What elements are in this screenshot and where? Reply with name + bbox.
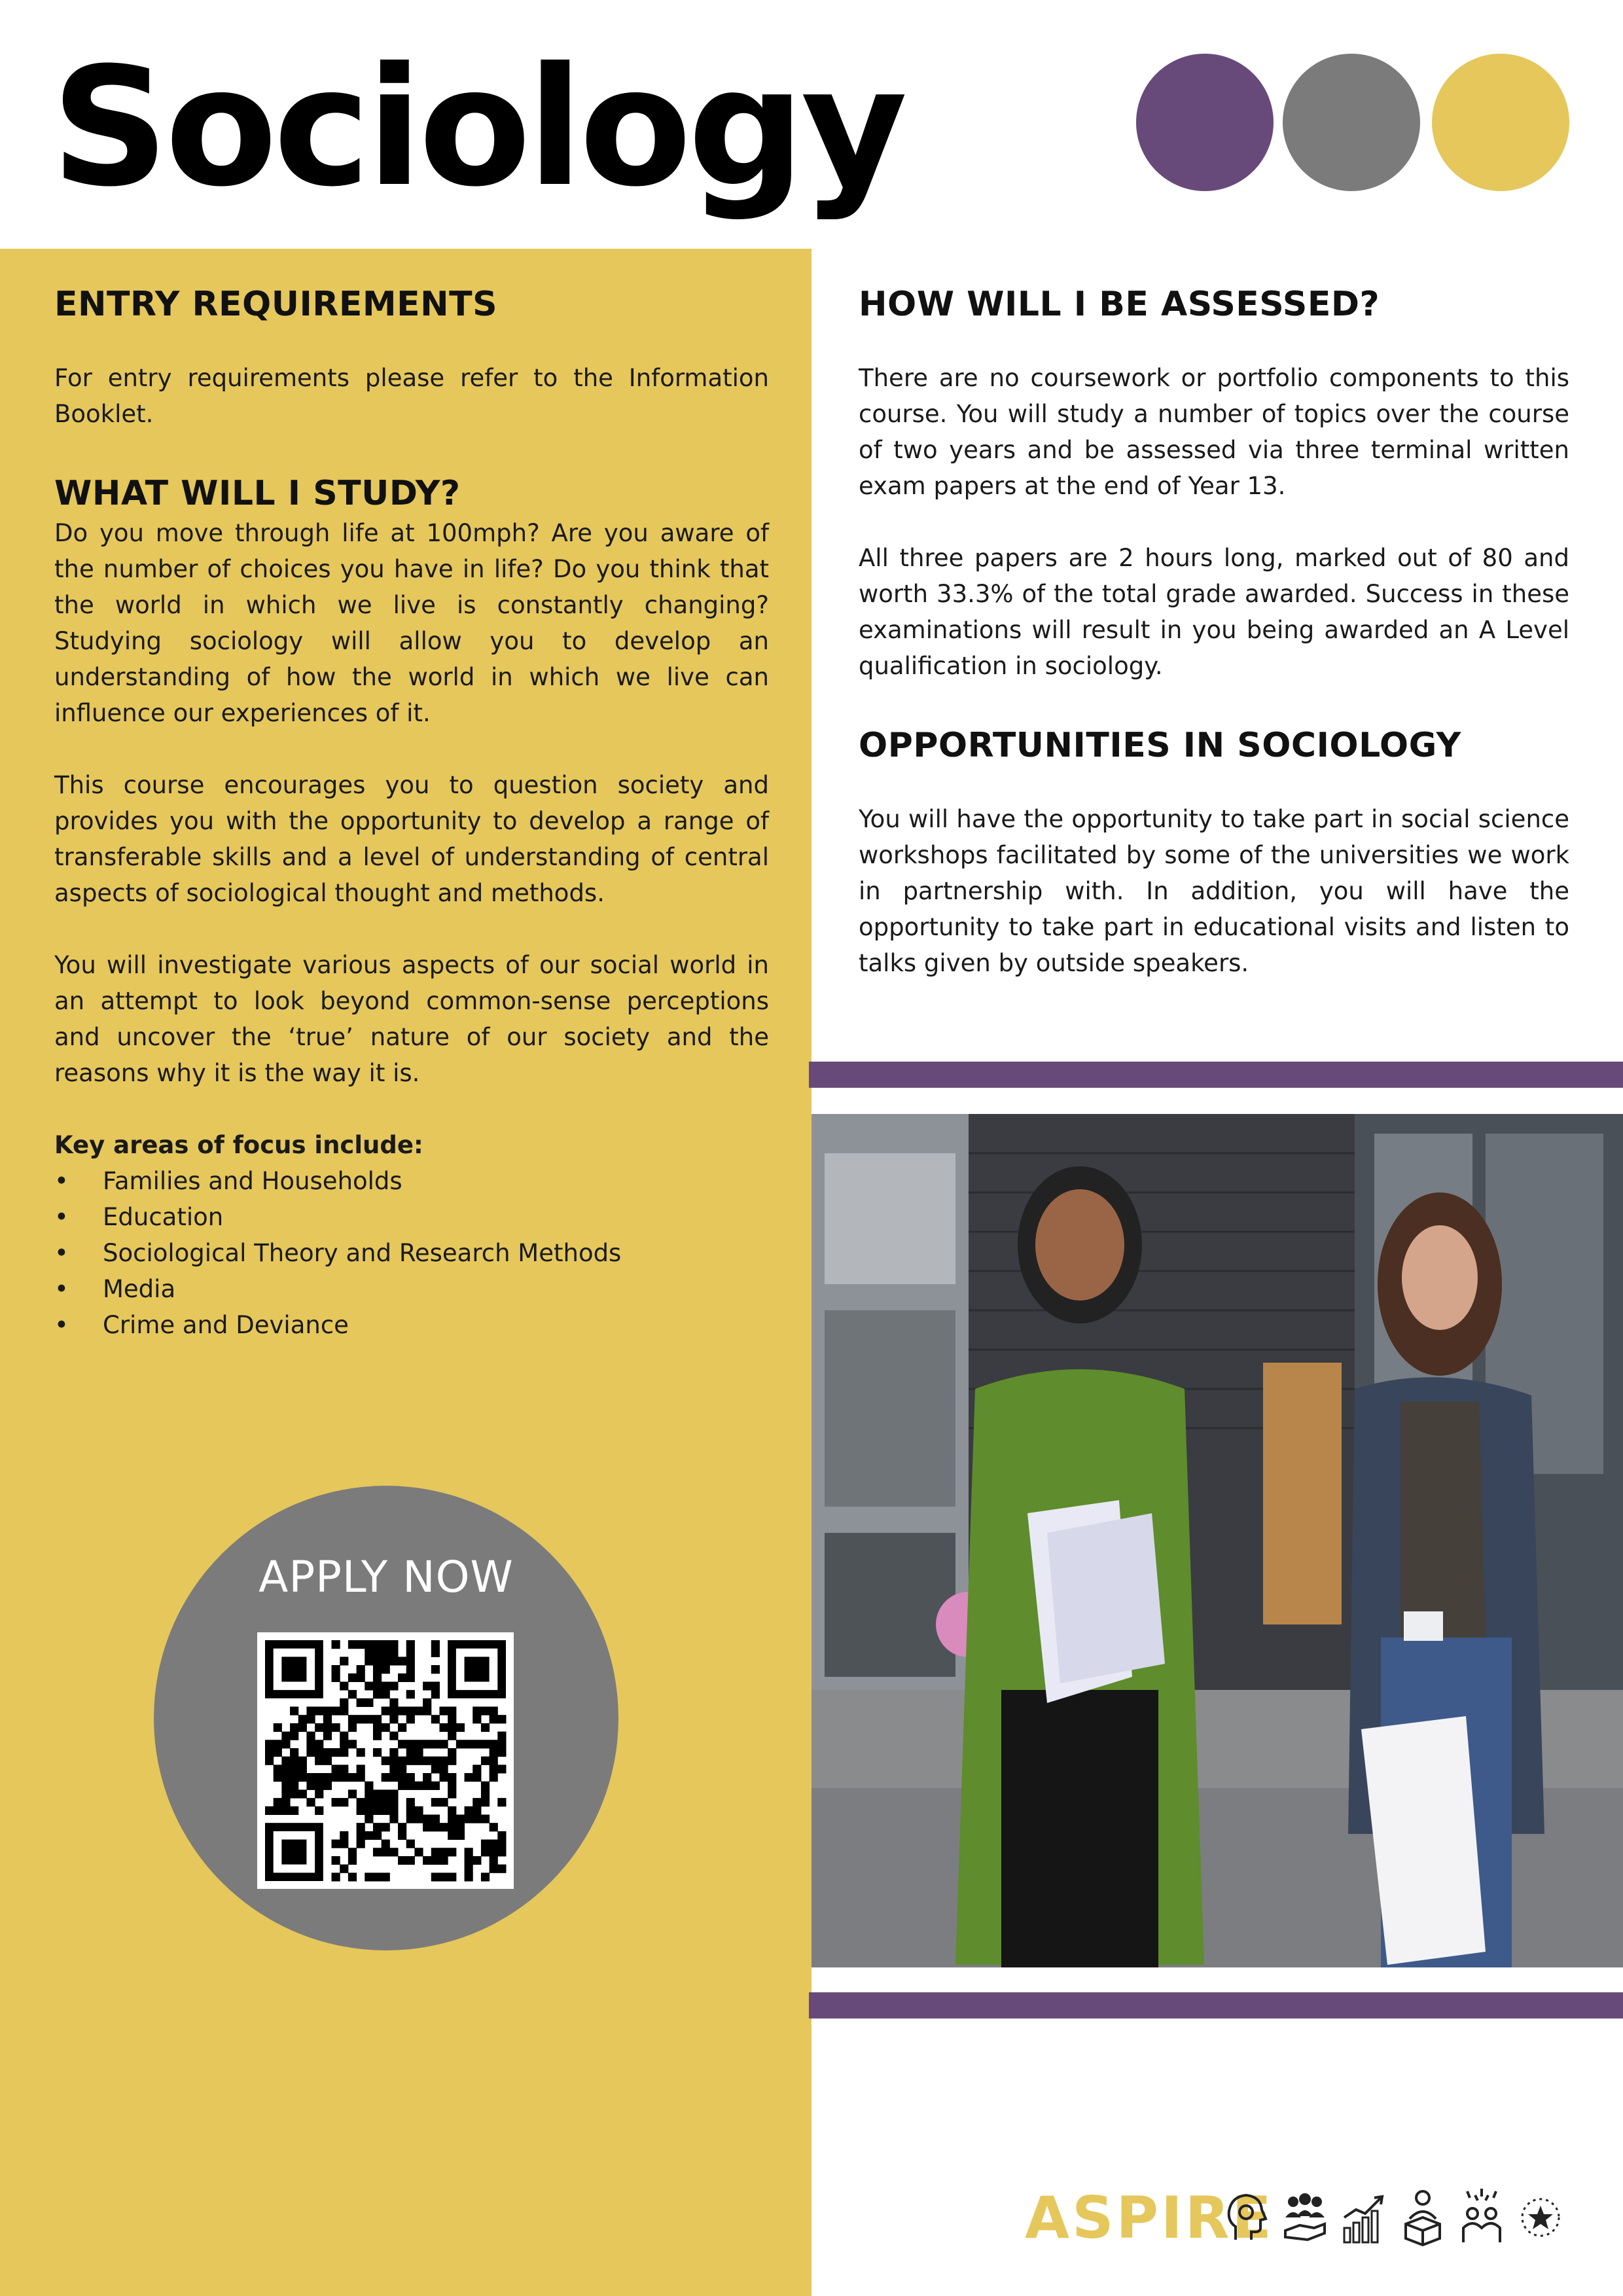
opportunities-section [859,724,1569,981]
grey-circle [1283,54,1420,191]
purple-stripe-top [809,1062,1623,1088]
assessment-section [859,283,1569,684]
key-area-item: • Education [54,1199,769,1235]
key-areas-list [54,1163,769,1343]
yellow-circle [1432,54,1569,191]
students-photo [812,1114,1623,1967]
purple-circle [1136,54,1274,191]
star-badge-icon [1517,2187,1564,2246]
aspire-icons [1222,2187,1564,2246]
key-area-item: • Families and Households [54,1163,769,1199]
head-cog-icon [1222,2187,1270,2246]
apply-now-label: APPLY NOW [259,1552,514,1602]
assessed-paragraph-1: There are no coursework or portfolio components to this course. You will study a number of topics over the course of two years and be assessed via three terminal written exam papers at the end of Year 13. [859,364,1569,500]
opportunities-text: You will have the opportunity to take part in social science workshops facilitated by some of the universities we work in partnership with. In addition, you will have the opportunity to take part in educational visits and listen to talks given by outside speakers. [859,805,1569,977]
study-paragraph-3: You will investigate various aspects of our social world in an attempt to look beyond common-sense perceptions and uncover the ‘true’ nature of our society and the reasons why it is the way it is. [54,951,769,1087]
key-areas-title: Key areas of focus include: [54,1131,423,1159]
what-will-i-study-heading: WHAT WILL I STUDY? [54,474,461,513]
person-box-icon [1399,2187,1446,2246]
key-area-item: • Crime and Deviance [54,1307,769,1343]
purple-stripe-bottom [809,1992,1623,2018]
celebration-icon [1458,2187,1505,2246]
people-hand-icon [1281,2187,1329,2246]
entry-requirements-heading: ENTRY REQUIREMENTS [54,285,498,324]
study-paragraph-2: This course encourages you to question society and provides you with the opportunity to develop a range of transferable skills and a level of understanding of central aspects of sociological thought and methods. [54,771,769,907]
page-title: Sociology [51,32,904,223]
assessed-paragraph-2: All three papers are 2 hours long, marked out of 80 and worth 33.3% of the total grade awarded. Success in these examinations will result in you being awarded an A Level qualification in sociology. [859,544,1569,680]
aspire-logo: ASPIRE [1025,2184,1274,2251]
study-paragraph-1: Do you move through life at 100mph? Are you aware of the number of choices you have in life? Do you think that the world in which we live is constantly changing? Studying sociology will allow you to develop an understanding of how the world in which we live can influence our experiences of it. [54,519,769,727]
qr-code-icon[interactable] [257,1632,514,1889]
key-area-item: • Sociological Theory and Research Methods [54,1235,769,1271]
key-area-item: • Media [54,1271,769,1307]
growth-chart-icon [1340,2187,1387,2246]
entry-requirements-text: For entry requirements please refer to the Information Booklet. [54,364,769,428]
entry-requirements-section [54,283,769,432]
what-will-i-study-section [54,472,769,1343]
apply-now-badge [154,1486,618,1950]
how-assessed-heading: HOW WILL I BE ASSESSED? [859,285,1380,324]
opportunities-heading: OPPORTUNITIES IN SOCIOLOGY [859,726,1461,765]
